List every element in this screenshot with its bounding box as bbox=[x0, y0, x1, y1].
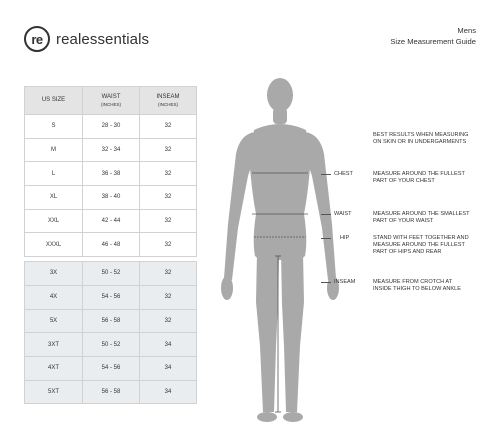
torso-shape bbox=[250, 124, 310, 218]
cell-inseam: 32 bbox=[140, 285, 197, 309]
heading-line-2: Size Measurement Guide bbox=[390, 37, 476, 46]
cell-waist: 56 - 58 bbox=[83, 309, 140, 333]
cell-inseam: 32 bbox=[140, 262, 197, 286]
cell-waist: 46 - 48 bbox=[83, 233, 140, 257]
right-leg-shape bbox=[281, 252, 304, 412]
desc-line: MEASURE AROUND THE FULLEST bbox=[373, 242, 465, 248]
left-leg-shape bbox=[256, 252, 279, 412]
header-waist bbox=[83, 87, 140, 115]
desc-line: MEASURE FROM CROTCH AT bbox=[373, 279, 453, 285]
table-row bbox=[25, 115, 197, 139]
table-row bbox=[25, 285, 197, 309]
left-hand-shape bbox=[221, 276, 233, 300]
cell-size: L bbox=[25, 162, 83, 186]
desc-line: STAND WITH FEET TOGETHER AND bbox=[373, 235, 469, 241]
inseam-description bbox=[373, 279, 498, 293]
desc-line: MEASURE AROUND THE FULLEST bbox=[373, 171, 465, 177]
header-label: WAIST bbox=[101, 93, 121, 100]
inseam-label: INSEAM bbox=[334, 279, 356, 285]
note-line-2: ON SKIN OR IN UNDERGARMENTS bbox=[373, 139, 467, 145]
note-line-1: BEST RESULTS WHEN MEASURING bbox=[373, 132, 469, 138]
desc-line: PART OF YOUR WAIST bbox=[373, 218, 434, 224]
cell-inseam: 32 bbox=[140, 233, 197, 257]
table-row bbox=[25, 162, 197, 186]
brand-name: realessentials bbox=[56, 30, 150, 48]
cell-waist: 38 - 40 bbox=[83, 186, 140, 210]
header-label: US SIZE bbox=[41, 97, 66, 103]
waist-tick bbox=[321, 214, 331, 215]
left-foot-shape bbox=[257, 412, 277, 422]
header-inseam bbox=[140, 87, 197, 115]
body-figure bbox=[210, 74, 350, 432]
table-header-row bbox=[25, 87, 197, 115]
table-row bbox=[25, 333, 197, 357]
body-silhouette bbox=[221, 78, 339, 422]
table-row bbox=[25, 356, 197, 380]
desc-line: MEASURE AROUND THE SMALLEST bbox=[373, 211, 470, 217]
right-foot-shape bbox=[283, 412, 303, 422]
cell-waist: 54 - 56 bbox=[83, 356, 140, 380]
desc-line: PART OF YOUR CHEST bbox=[373, 178, 435, 184]
table-row bbox=[25, 186, 197, 210]
size-table bbox=[24, 86, 197, 404]
cell-waist: 50 - 52 bbox=[83, 262, 140, 286]
desc-line: PART OF HIPS AND REAR bbox=[373, 249, 442, 255]
cell-inseam: 32 bbox=[140, 162, 197, 186]
header-us-size bbox=[25, 87, 83, 115]
chest-tick bbox=[321, 174, 331, 175]
cell-waist: 50 - 52 bbox=[83, 333, 140, 357]
cell-size: 5XT bbox=[25, 380, 83, 404]
head-shape bbox=[267, 78, 293, 112]
table-row bbox=[25, 262, 197, 286]
cell-inseam: 34 bbox=[140, 380, 197, 404]
cell-size: 3XT bbox=[25, 333, 83, 357]
brand-logo bbox=[24, 24, 149, 54]
table-row bbox=[25, 138, 197, 162]
brand-mark: re bbox=[24, 26, 50, 52]
cell-size: 3X bbox=[25, 262, 83, 286]
cell-waist: 36 - 38 bbox=[83, 162, 140, 186]
measuring-note bbox=[373, 132, 469, 146]
cell-inseam: 32 bbox=[140, 186, 197, 210]
table-row bbox=[25, 380, 197, 404]
inseam-tick bbox=[321, 282, 331, 283]
cell-size: 4X bbox=[25, 285, 83, 309]
cell-size: XXXL bbox=[25, 233, 83, 257]
cell-inseam: 32 bbox=[140, 138, 197, 162]
cell-waist: 54 - 56 bbox=[83, 285, 140, 309]
cell-size: M bbox=[25, 138, 83, 162]
table-row bbox=[25, 309, 197, 333]
hip-tick bbox=[321, 238, 331, 239]
chest-description bbox=[373, 171, 498, 185]
cell-size: S bbox=[25, 115, 83, 139]
right-arm-shape bbox=[305, 132, 336, 280]
table-row bbox=[25, 233, 197, 257]
cell-waist: 28 - 30 bbox=[83, 115, 140, 139]
cell-size: 5X bbox=[25, 309, 83, 333]
hip-label: HIP bbox=[340, 235, 350, 241]
header-label: INSEAM bbox=[156, 93, 180, 100]
table-row bbox=[25, 209, 197, 233]
desc-line: INSIDE THIGH TO BELOW ANKLE bbox=[373, 286, 461, 292]
left-arm-shape bbox=[224, 132, 255, 280]
waist-label: WAIST bbox=[334, 211, 352, 217]
neck-shape bbox=[273, 108, 287, 124]
cell-inseam: 34 bbox=[140, 356, 197, 380]
cell-inseam: 32 bbox=[140, 309, 197, 333]
waist-description bbox=[373, 211, 498, 225]
cell-size: XXL bbox=[25, 209, 83, 233]
cell-inseam: 32 bbox=[140, 209, 197, 233]
cell-size: XL bbox=[25, 186, 83, 210]
cell-waist: 42 - 44 bbox=[83, 209, 140, 233]
cell-inseam: 34 bbox=[140, 333, 197, 357]
header-unit: (INCHES) bbox=[101, 101, 121, 107]
cell-inseam: 32 bbox=[140, 115, 197, 139]
guide-heading bbox=[390, 25, 476, 47]
cell-waist: 56 - 58 bbox=[83, 380, 140, 404]
header-unit: (INCHES) bbox=[158, 101, 178, 107]
cell-waist: 32 - 34 bbox=[83, 138, 140, 162]
heading-line-1: Mens bbox=[457, 26, 476, 35]
cell-size: 4XT bbox=[25, 356, 83, 380]
chest-label: CHEST bbox=[334, 171, 353, 177]
hip-description bbox=[373, 235, 498, 256]
